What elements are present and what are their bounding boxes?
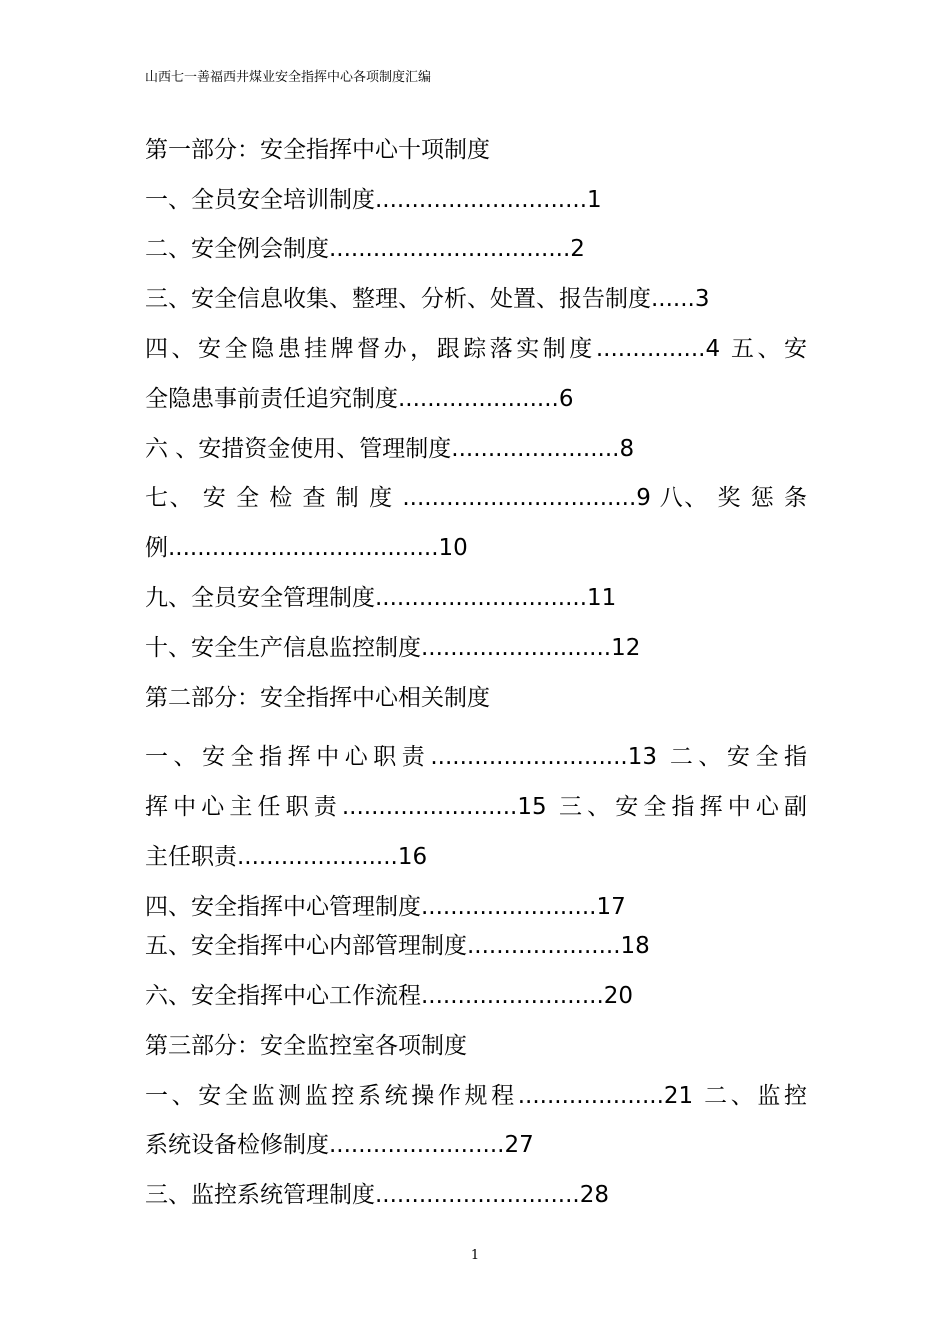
toc-entry: 三、安全信息收集、整理、分析、处置、报告制度......3 bbox=[145, 286, 710, 312]
toc-entry: 一、安全监测监控系统操作规程....................21 二、监控 bbox=[145, 1083, 807, 1109]
page-number: 1 bbox=[470, 1248, 480, 1263]
toc-entry: 六、安全指挥中心工作流程.........................20 bbox=[145, 983, 634, 1009]
toc-entry: 五、安全指挥中心内部管理制度.....................18 bbox=[145, 933, 650, 959]
toc-entry: 挥中心主任职责........................15 三、安全指挥中心副 bbox=[145, 794, 807, 820]
toc-entry: 四、安全隐患挂牌督办，跟踪落实制度...............4 五、安 bbox=[145, 336, 807, 362]
toc-entry: 例.....................................10 bbox=[145, 535, 468, 561]
toc-entry: 系统设备检修制度........................27 bbox=[145, 1132, 534, 1158]
toc-entry: 一、全员安全培训制度.............................1 bbox=[145, 187, 602, 213]
toc-entry: 二、安全例会制度.................................2 bbox=[145, 236, 585, 262]
toc-entry: 七、 安 全 检 查 制 度 ................................9 八、 奖 惩 条 bbox=[145, 485, 807, 511]
toc-section-heading: 第三部分：安全监控室各项制度 bbox=[145, 1033, 467, 1059]
toc-entry: 四、安全指挥中心管理制度........................17 bbox=[145, 894, 626, 920]
toc-section-heading: 第一部分：安全指挥中心十项制度 bbox=[145, 137, 490, 163]
toc-entry: 十、安全生产信息监控制度..........................12 bbox=[145, 635, 641, 661]
running-header: 山西七一善福西井煤业安全指挥中心各项制度汇编 bbox=[145, 70, 432, 85]
toc-entry: 主任职责......................16 bbox=[145, 844, 428, 870]
toc-entry: 一、安全指挥中心职责...........................13 二、安全指 bbox=[145, 744, 807, 770]
toc-section-heading: 第二部分：安全指挥中心相关制度 bbox=[145, 685, 490, 711]
toc-entry: 六 、安措资金使用、管理制度.......................8 bbox=[145, 436, 635, 462]
toc-entry: 三、监控系统管理制度............................28 bbox=[145, 1182, 609, 1208]
toc-entry: 全隐患事前责任追究制度......................6 bbox=[145, 386, 574, 412]
toc-entry: 九、全员安全管理制度.............................11 bbox=[145, 585, 617, 611]
